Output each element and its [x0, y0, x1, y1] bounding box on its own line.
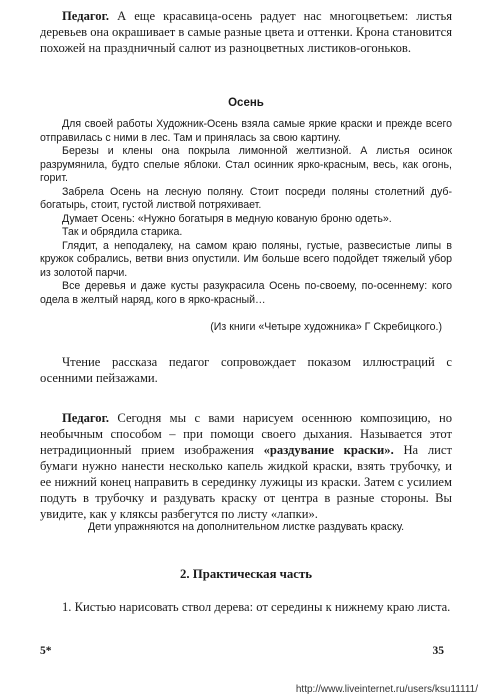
- speaker-label: Педагог.: [62, 411, 110, 425]
- exercise-note: Дети упражняются на дополнительном листке раздувать краску.: [87, 521, 405, 533]
- speaker-label: Педагог.: [62, 9, 110, 23]
- task-paragraph: [40, 410, 452, 522]
- story-body: [40, 118, 452, 307]
- story-paragraph: Для своей работы Художник-Осень взяла самые яркие краски и прежде всего отправилась с ними в лес. Там и принялась за свою картину.: [40, 118, 452, 144]
- signature-mark: 5*: [40, 645, 52, 657]
- page-number: 35: [432, 645, 444, 657]
- story-paragraph: Глядит, а неподалеку, на самом краю поляны, густые, развесистые липы в кружок собрались, ветви вниз опустили. Им больше всего подойдет тяжелый убор из золотой парчи.: [40, 239, 452, 279]
- technique-name: «раздувание краски».: [263, 443, 394, 457]
- story-paragraph: Так и обрядила старика.: [62, 226, 183, 238]
- story-paragraph: Все деревья и даже кусты разукрасила Осень по-своему, по-осеннему: кого одела в желтый наряд, кого в ярко-красный…: [40, 280, 452, 306]
- story-paragraph: Забрела Осень на лесную поляну. Стоит посреди поляны столетний дуб-богатырь, стоит, густой листвой потряхивает.: [40, 185, 452, 211]
- watermark-url: http://www.liveinternet.ru/users/ksu11111/: [295, 684, 478, 695]
- story-paragraph: Думает Осень: «Нужно богатыря в медную кованую броню одеть».: [62, 212, 392, 225]
- task-text: Сегодня мы с вами нарисуем осеннюю композицию, но необычным способом – при помощи своего дыхания. Называется этот нетрадиционный прием изображения: [40, 411, 452, 457]
- section-title: 2. Практическая часть: [179, 567, 313, 581]
- story-paragraph: Березы и клены она покрыла лимонной желтизной. А листья осинок разрумянила, будто спелые яблоки. Стал осинник ярко-красным, весь, как огонь, горит.: [40, 145, 452, 184]
- story-source: (Из книги «Четыре художника» Г Скребицкого.): [210, 321, 442, 333]
- intro-text: А еще красавица-осень радует нас многоцветьем: листья деревьев она окрашивает в самые разные цвета и оттенки. Крона становится похожей на праздничный салют из разноцветных листиков-огоньков.: [40, 9, 452, 55]
- step-1: 1. Кистью нарисовать ствол дерева: от середины к нижнему краю листа.: [62, 600, 451, 614]
- story-title: Осень: [228, 97, 264, 109]
- task-text: На лист бумаги нужно нанести несколько капель жидкой краски, взять трубочку, и ее нижний конец направить в серединку лужицы из краски. Затем с усилием подуть в трубочку и раздувать краску от центра в разные стороны. Вы увидите, как у кляксы разбегутся по листу «лапки».: [40, 443, 452, 521]
- reading-note: Чтение рассказа педагог сопровождает показом иллюстраций с осенними пейзажами.: [40, 355, 452, 385]
- intro-paragraph: [40, 8, 452, 56]
